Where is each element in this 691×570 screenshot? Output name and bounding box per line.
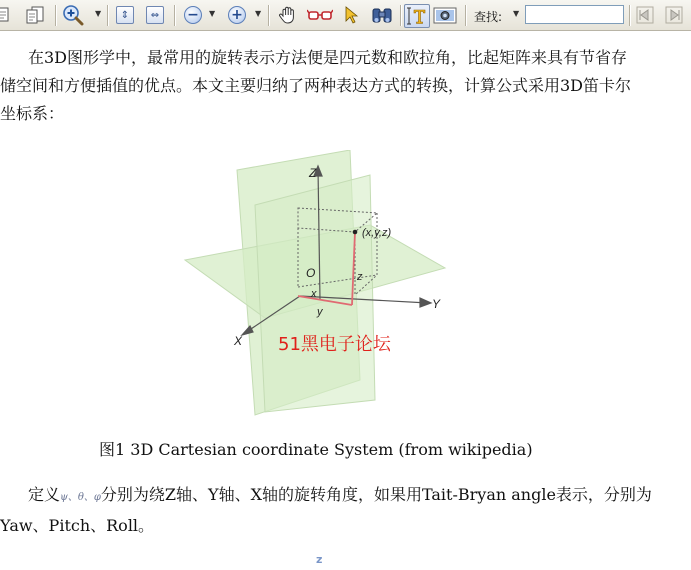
figure-caption: 图1 3D Cartesian coordinate System (from wikipedia)	[99, 440, 533, 459]
zoom-in-dropdown-icon[interactable]: ▼	[255, 9, 262, 18]
fit-page-icon[interactable]: ⇕	[114, 4, 136, 26]
x-component-label: x	[311, 288, 317, 300]
watermark: 51黑电子论坛	[278, 334, 391, 355]
select-arrow-icon[interactable]	[340, 4, 362, 26]
definition-prefix: 定义	[28, 485, 61, 504]
definition-paragraph	[0, 481, 660, 540]
z-component-label: z	[357, 271, 363, 283]
find-next-icon[interactable]	[663, 4, 685, 26]
definition-rest: 分别为绕Z轴、Y轴、X轴的旋转角度，如果用Tait-Bryan angle表示，分别为Yaw、Pitch、Roll。	[0, 485, 652, 535]
greek-symbols: ψ、θ、φ	[60, 492, 101, 503]
find-previous-icon[interactable]	[634, 4, 656, 26]
zoom-dropdown-icon[interactable]: ▼	[95, 9, 102, 18]
point-marker	[353, 230, 358, 235]
trailing-symbol: z	[316, 553, 323, 566]
binoculars-icon[interactable]	[369, 4, 395, 26]
snapshot-camera-icon[interactable]	[432, 4, 458, 26]
zoom-in-icon[interactable]	[61, 4, 87, 26]
hand-tool-icon[interactable]	[276, 4, 300, 26]
intro-paragraph-text: 在3D图形学中，最常用的旋转表示方法便是四元数和欧拉角，比起矩阵来具有节省存储空间和方便插值的优点。本文主要归纳了两种表达方式的转换，计算公式采用3D笛卡尔坐标系：	[0, 48, 632, 123]
find-label: 查找:	[474, 10, 503, 24]
toolbar	[0, 0, 691, 31]
y-component-label: y	[317, 306, 323, 318]
intro-paragraph	[0, 44, 640, 128]
origin-label: O	[306, 266, 316, 280]
find-input[interactable]	[525, 5, 624, 24]
axis-z-label: Z	[309, 166, 317, 180]
zoom-out-circle-icon[interactable]: −	[182, 4, 204, 26]
cartesian-coordinate-figure	[170, 150, 470, 420]
zoom-out-dropdown-icon[interactable]: ▼	[209, 9, 216, 18]
page-single-icon[interactable]	[24, 4, 46, 26]
zoom-in-circle-icon[interactable]: +	[226, 4, 248, 26]
page-layout-icon[interactable]	[0, 4, 11, 26]
text-select-icon[interactable]	[404, 4, 430, 28]
glasses-icon[interactable]	[307, 4, 333, 26]
find-options-dropdown-icon[interactable]: ▼	[513, 9, 520, 18]
axis-x-label: X	[234, 334, 243, 348]
point-label: (x,y,z)	[362, 227, 392, 239]
fit-width-icon[interactable]: ⇔	[144, 4, 166, 26]
axis-y-label: Y	[432, 297, 441, 311]
